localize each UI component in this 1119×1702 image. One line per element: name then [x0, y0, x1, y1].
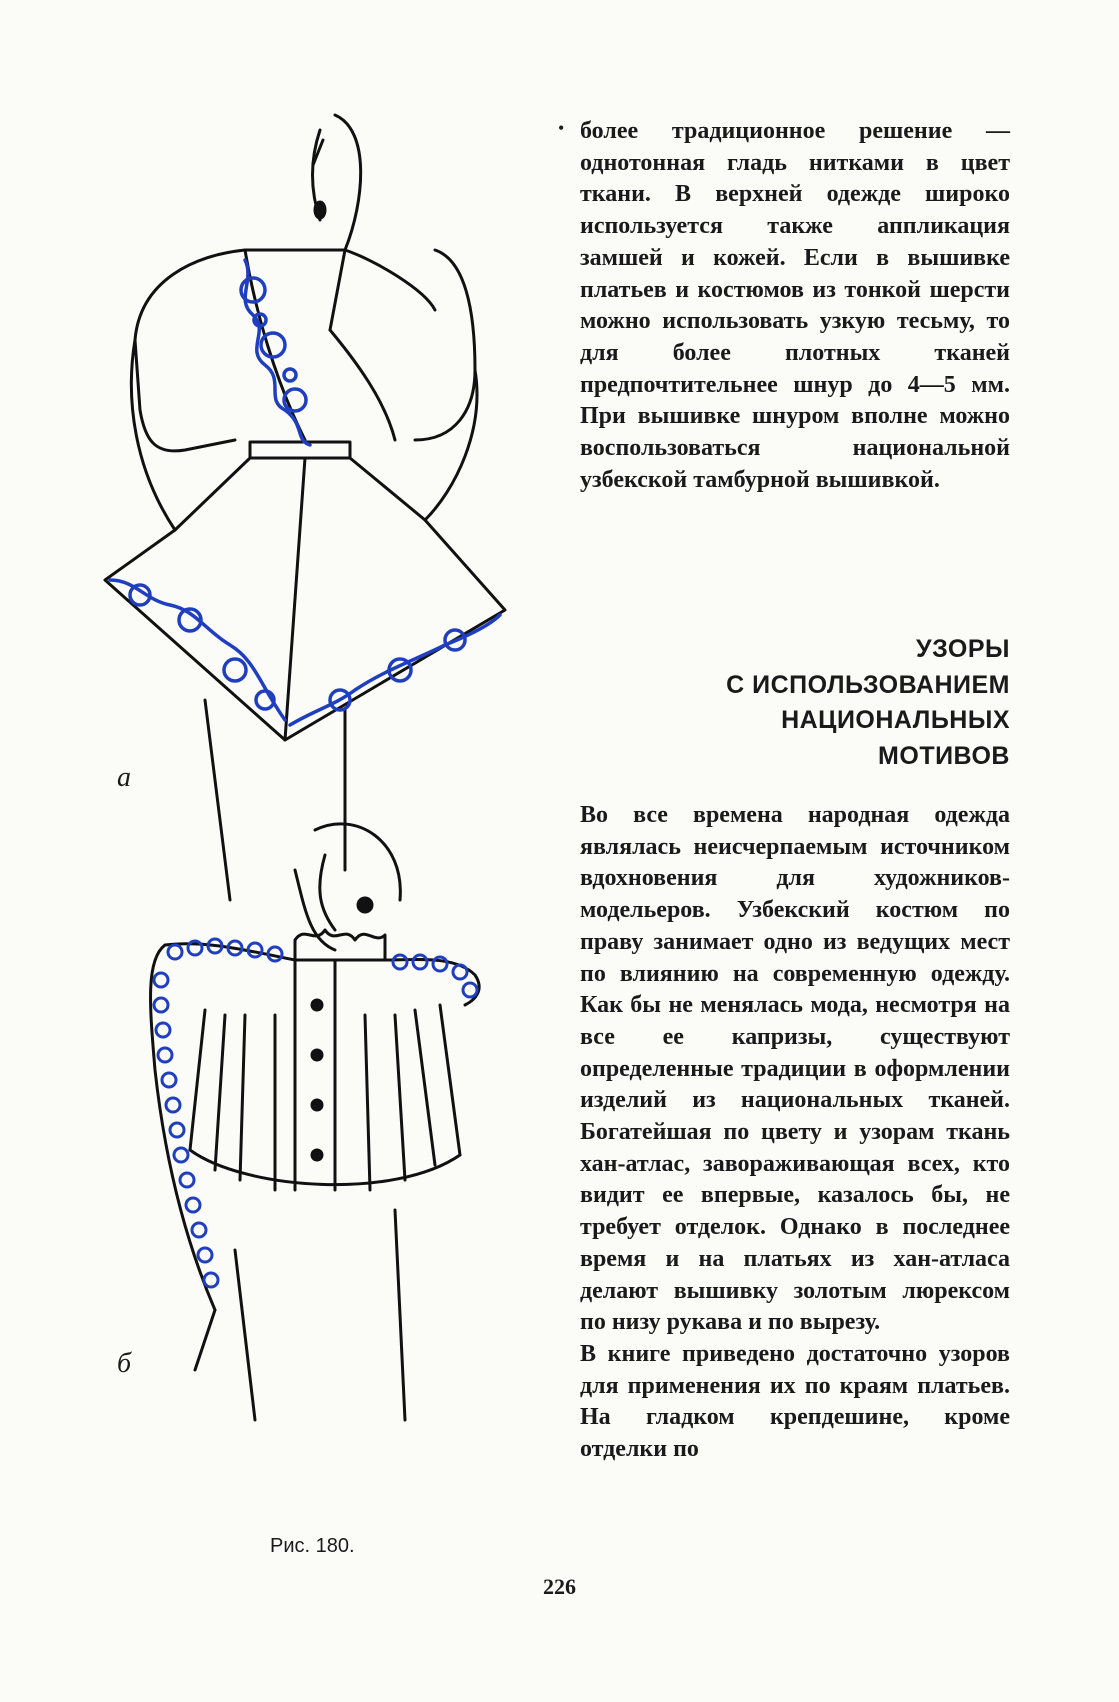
heading-line: УЗОРЫ: [916, 635, 1010, 663]
sketch-a-hair: [335, 115, 361, 250]
figure-label-a: а: [117, 762, 131, 793]
section-heading: [580, 632, 1010, 774]
sketch-a-peplum: [105, 458, 505, 740]
text-column-top: [580, 116, 1010, 496]
sketch-a-belt: [250, 442, 350, 458]
heading-line: НАЦИОНАЛЬНЫХ: [781, 706, 1010, 734]
paragraph-top: более традиционное решение — однотонная гладь нитками в цвет ткани. В верхней одежде широко используется также аппликация замшей и кожей. Если в вышивке платьев и костюмов из тонкой шерсти можно использовать узкую тесьму, то для более плотных тканей предпочтительнее шнур до 4—5 мм. При вышивке шнуром вполне можно воспользоваться национальной узбекской тамбурной вышивкой.: [580, 118, 1010, 493]
paragraph-2: В книге приведено достаточно узоров для применения их по краям платьев. На гладком крепдешине, кроме отделки по: [580, 1340, 1010, 1463]
sketch-a-embroidery: [110, 260, 500, 725]
sketch-a-earring: [315, 202, 325, 218]
figure-180: [95, 110, 565, 1580]
sketch-b-hair: [315, 824, 400, 900]
fashion-sketches: [95, 110, 565, 1580]
heading-line: С ИСПОЛЬЗОВАНИЕМ: [726, 670, 1010, 699]
sketch-b-collar: [295, 930, 385, 960]
text-column-bottom: [580, 800, 1010, 1466]
margin-mark: •: [558, 118, 565, 138]
sketch-b-earring: [358, 898, 372, 912]
sketch-a-bodice: [135, 250, 245, 451]
page-number: 226: [543, 1574, 576, 1599]
figure-caption: Рис. 180.: [270, 1535, 355, 1557]
figure-label-b: б: [117, 1348, 132, 1379]
heading-line: МОТИВОВ: [878, 741, 1010, 770]
paragraph-1: Во все времена народная одежда являлась неисчерпаемым источником вдохновения для художников-модельеров. Узбекский костюм по праву занимает одно из ведущих мест по влиянию на современную одежду. Как бы не менялась мода, несмотря на все ее капризы, существуют определенные традиции в оформлении изделий из национальных тканей. Богатейшая по цвету и узорам ткань хан-атлас, завораживающая всех, кто видит ее впервые, казалось бы, не требует отделок. Однако в последнее время и на платьях из хан-атласа делают вышивку золотым люрексом по низу рукава и по вырезу.: [580, 802, 1010, 1336]
